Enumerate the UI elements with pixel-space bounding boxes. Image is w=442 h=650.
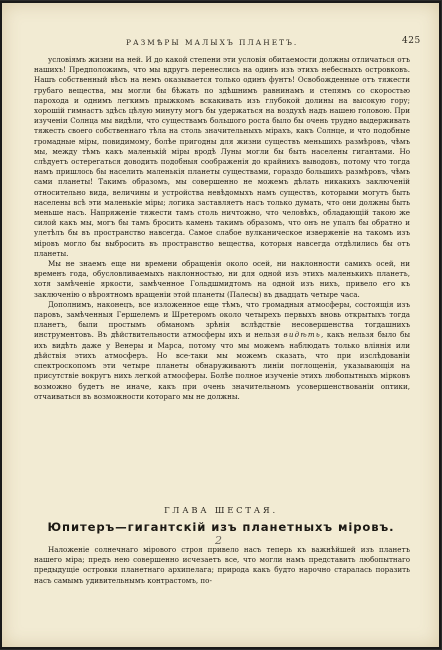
paragraph-1: условіямъ жизни на ней. И до какой степени эти условія обитаемости должны отличаться отъ нашихъ! Предположимъ, что мы вдругъ перенеслись на одинъ изъ этихъ небесныхъ островковъ. Нашъ собственный вѣсъ на немъ оказывается только одинъ фунтъ! Освобожденные отъ тяжести грубаго вещества, мы могли бы бѣжать по здѣшнимъ равнинамъ и степямъ со скоростью парохода и однимъ легкимъ прыжкомъ вскакивать изъ глубокой долины на высокую гору; хорошій гимнастъ здѣсь цѣлую минуту могъ бы удержаться на воздухѣ надъ нашею головою. При изученіи Солнца мы видѣли, что существамъ большого роста было бы очень трудно выдерживать тяжесть своего собственнаго тѣла на столь значительныхъ мірахъ, какъ Солнце, и что подобные громадные міры, повидимому, болѣе пригодны для жизни существъ меньшихъ размѣровъ, чѣмъ мы, между тѣмъ какъ маленькій міры вродѣ Луны могли бы быть населены гигантами. Но слѣдуетъ остерегаться доводить подобныя соображенія до крайнихъ выводовъ, потому что тогда намъ пришлось бы населить маленькія планеты существами, гораздо большихъ размѣровъ, чѣмъ сами планеты! Такимъ образомъ, мы совершенно не можемъ дѣлать никакихъ заключеній относительно вида, величины и устройства невѣдомыхъ намъ существъ, которыми могутъ быть населены всѣ эти маленькіе міры; логика заставляетъ насъ только думать, что они должны быть меньше насъ. Напряженіе тяжести тамъ столь ничтожно, что человѣкъ, обладающій такою же силой какъ мы, могъ бы тамъ бросить камень такимъ образомъ, что онъ не упалъ бы обратно и улетѣлъ бы въ пространство навсегда. Самое слабое вулканическое изверженіе на такомъ изъ міровъ могло бы выбросить въ пространство вещества, которыя навсегда отдѣлились бы отъ планеты. [34,55,410,258]
emphasized-word: видѣть [283,330,321,340]
chapter-title: Юпитеръ—гигантскій изъ планетныхъ міровъ. [47,520,395,534]
chapter-paragraph-1: Наложеніе солнечнаго мірового строя привело насъ теперь къ важнѣйшей изъ планетъ нашего міра; предъ нею совершенно исчезаетъ все, что могли намъ представить любопытнаго предыдущіе островки планетнаго архипелага; природа какъ будто нарочно старалась поразить насъ самымъ удивительнымъ контрастомъ, по- [34,545,410,585]
pencil-annotation: 2 [215,534,222,547]
running-head-title: РАЗМѢРЫ МАЛЫХЪ ПЛАНЕТЪ. [126,38,299,47]
running-head [0,38,442,50]
chapter-opening-text [34,545,410,586]
chapter-label: ГЛАВА ШЕСТАЯ. [164,505,278,515]
paragraph-2: Мы не знаемъ еще ни времени обращенія около осей, ни наклонности самихъ осей, ни временъ года, обусловливаемыхъ наклонностью, ни для одной изъ этихъ маленькихъ планетъ, хотя замѣченіе яркости, замѣченное Гольдшмидтомъ на одной изъ нихъ, привело его къ заключенію о вѣроятномъ вращеніи этой планеты (Палесы) въ двадцать четыре часа. [34,259,410,299]
page-number: 425 [402,36,421,46]
paragraph-3-part-1: Дополнимъ, наконецъ, все изложенное еще тѣмъ, что громадныя атмосферы, состоящія изъ паровъ, замѣченныя Гершелемъ и Шретеромъ около четырехъ первыхъ вновь открытыхъ тогда планетъ, были простымъ обманомъ зрѣнія вслѣдствіе несовершенства тогдашнихъ инструментовъ. Въ дѣйствительности атмосферы ихъ и нельзя [34,299,410,340]
paragraph-3-part-2: , какъ нельзя было бы ихъ видѣть даже у Венеры и Марса, потому что мы можемъ наблюдать только вліянія или дѣйствія этихъ атмосферъ. Но все-таки мы можемъ сказать, что при изслѣдованіи спектроскопомъ эти четыре планеты обнаруживаютъ линіи поглощенія, указывающія на присутствіе вокругъ нихъ легкой атмосферы. Болѣе полное изученіе этихъ любопытныхъ мірковъ возможно будетъ не иначе, какъ при очень значительномъ усовершенствованіи оптики, отчаиваться въ возможности котораго мы не должны. [34,330,411,401]
body-text [34,55,410,402]
paragraph-3 [34,300,410,402]
